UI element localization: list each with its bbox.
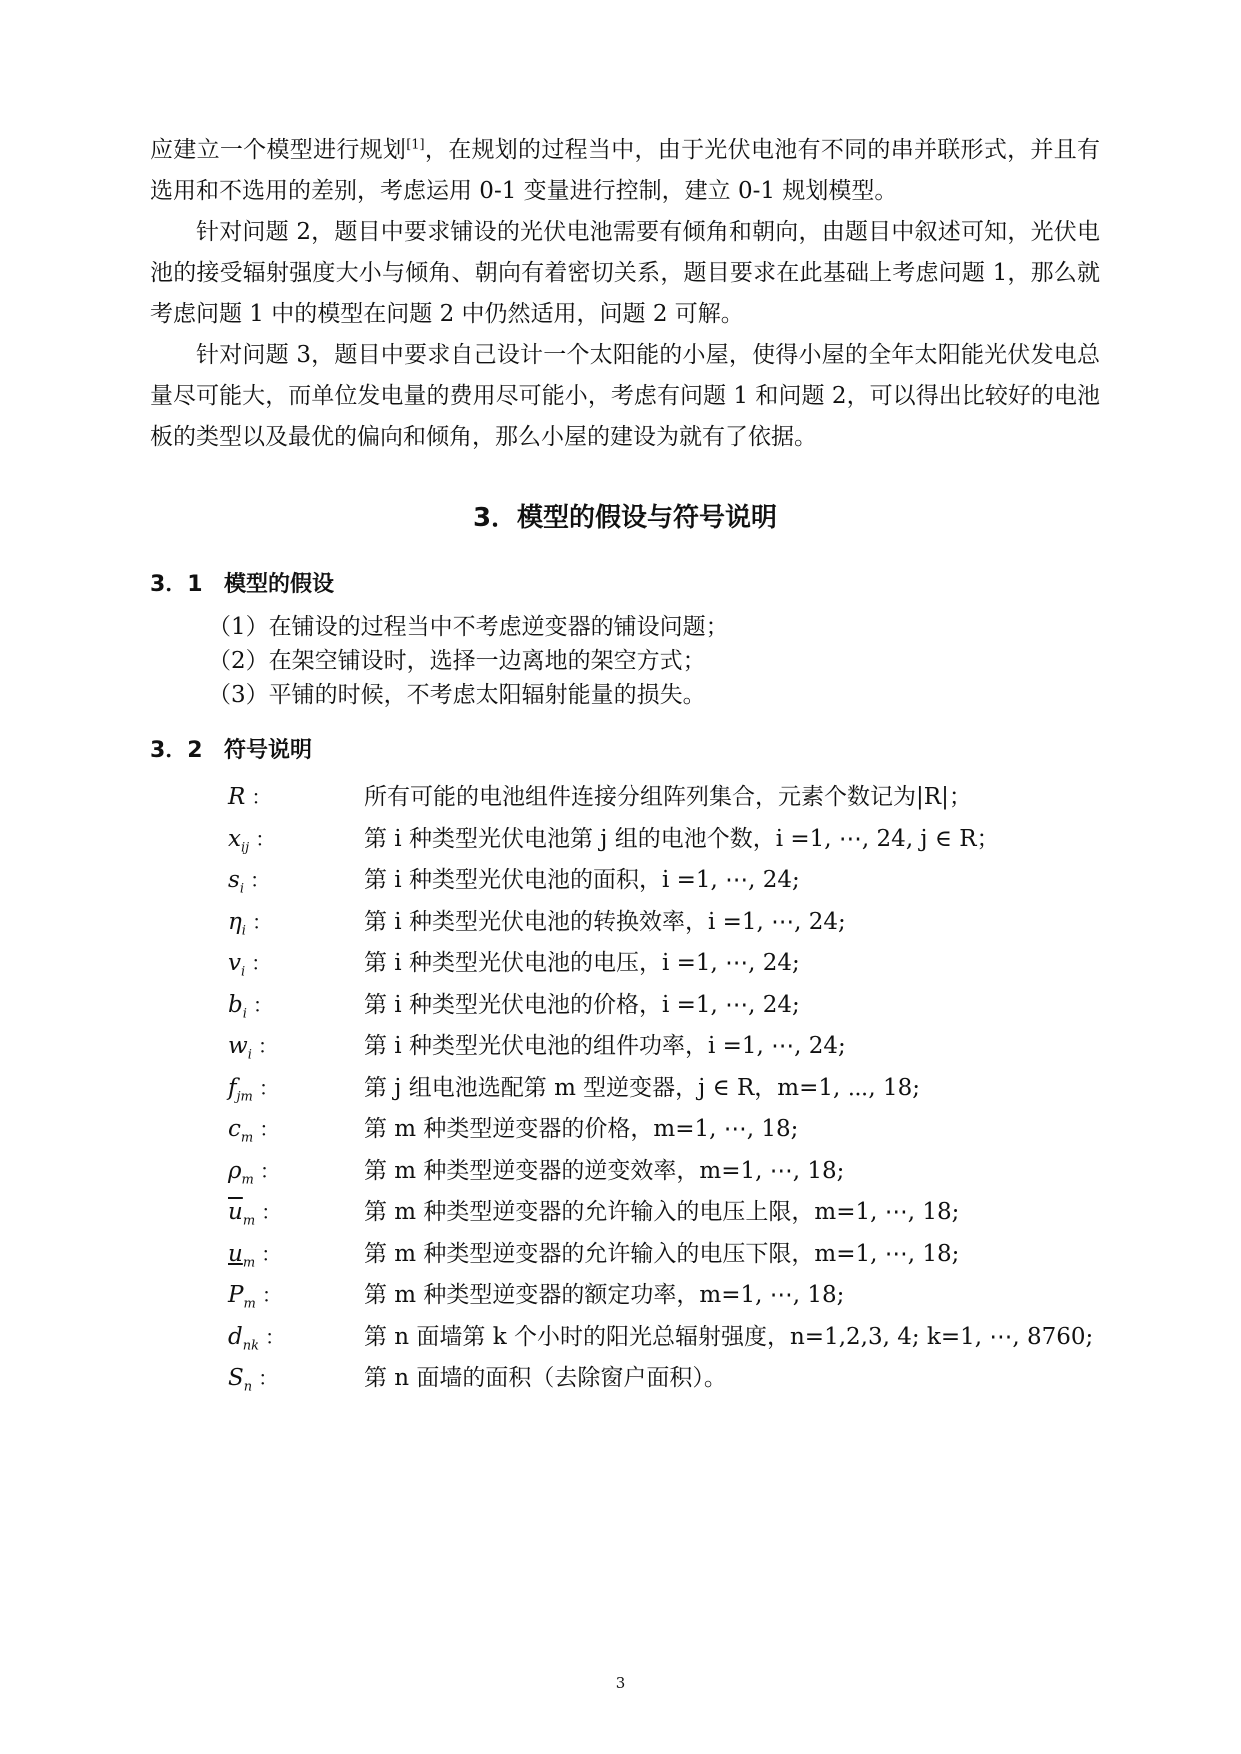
symbol-term: $s_i$ ：	[228, 867, 270, 897]
symbol-description: 第 j 组电池选配第 m 型逆变器，j ∈ R，m=1, ⋯, 18;	[364, 1074, 920, 1101]
symbol-subscript: ij	[240, 840, 250, 856]
symbol-term: $w_i$ ：	[228, 1033, 278, 1063]
symbol-term: $\eta_i$ ：	[228, 908, 272, 939]
symbol-row	[228, 778, 1100, 820]
section-title: 3．模型的假设与符号说明	[472, 503, 778, 533]
symbol-row	[228, 1276, 1100, 1318]
symbol-term: $u_m$ ：	[228, 1240, 282, 1271]
symbol-term: $x_{ij}$ ：	[228, 825, 276, 856]
symbol-description: 第 m 种类型逆变器的逆变效率，m=1, ⋯, 18;	[364, 1157, 845, 1184]
symbol-term: $\overline{u}_m$ ：	[228, 1199, 282, 1229]
symbol-row	[228, 820, 1100, 862]
symbol-base: x	[228, 825, 241, 852]
symbol-subscript: m	[240, 1130, 254, 1146]
subsection-number: 3．2	[150, 738, 203, 763]
symbol-subscript: jm	[236, 1089, 253, 1105]
symbol-term: $P_m$ ：	[228, 1282, 282, 1312]
symbol-description: 第 m 种类型逆变器的额定功率，m=1, ⋯, 18;	[364, 1282, 845, 1308]
symbol-base: S	[228, 1365, 244, 1391]
assumption-item: （1）在铺设的过程当中不考虑逆变器的铺设问题；	[208, 614, 729, 640]
symbol-row	[228, 944, 1100, 986]
assumption-item: （2）在架空铺设时，选择一边离地的架空方式；	[208, 648, 706, 674]
symbol-subscript: i	[242, 1006, 247, 1022]
symbol-subscript: i	[241, 964, 246, 980]
subsection-title-symbols	[150, 734, 1100, 768]
symbol-description: 第 i 种类型光伏电池第 j 组的电池个数，i =1, ⋯, 24, j ∈ R；	[364, 825, 1000, 852]
symbol-description: 第 i 种类型光伏电池的价格，i =1, ⋯, 24;	[364, 991, 800, 1018]
symbol-base: η	[228, 908, 242, 935]
symbol-table	[228, 778, 1100, 1401]
symbol-description: 第 i 种类型光伏电池的面积，i =1, ⋯, 24;	[364, 867, 800, 893]
symbol-row	[228, 1027, 1100, 1069]
symbol-term: $v_i$ ：	[228, 950, 272, 980]
symbol-row	[228, 1235, 1100, 1277]
symbol-description: 第 m 种类型逆变器的允许输入的电压上限，m=1, ⋯, 18;	[364, 1199, 960, 1225]
symbol-subscript: i	[239, 881, 244, 897]
subsection-label: 模型的假设	[224, 572, 335, 597]
paragraph-model-intro	[150, 130, 1100, 212]
assumption-item: （3）平铺的时候，不考虑太阳辐射能量的损失。	[208, 682, 706, 708]
paragraph-problem-3: 针对问题 3，题目中要求自己设计一个太阳能的小屋，使得小屋的全年太阳能光伏发电总量尽可能大，而单位发电量的费用尽可能小，考虑有问题 1 和问题 2，可以得出比较好的电池板的类型以及最优的偏向和倾角，那么小屋的建设为就有了依据。	[150, 342, 1100, 450]
symbol-subscript: m	[242, 1255, 256, 1271]
symbol-description: 第 m 种类型逆变器的允许输入的电压下限，m=1, ⋯, 18;	[364, 1240, 960, 1267]
symbol-subscript: m	[242, 1213, 256, 1229]
symbol-row	[228, 1193, 1100, 1235]
symbol-term: $b_i$ ：	[228, 991, 273, 1022]
symbol-row	[228, 861, 1100, 903]
symbol-subscript: n	[243, 1379, 253, 1395]
symbol-base: f	[228, 1074, 237, 1101]
citation-ref: [1]	[406, 137, 425, 153]
symbol-base: b	[228, 991, 243, 1018]
symbol-base: $\overline{u}$	[228, 1199, 243, 1225]
symbol-base: P	[228, 1282, 244, 1308]
assumption-list	[208, 610, 1100, 712]
paragraph-problem-2: 针对问题 2，题目中要求铺设的光伏电池需要有倾角和朝向，由题目中叙述可知，光伏电池的接受辐射强度大小与倾角、朝向有着密切关系，题目要求在此基础上考虑问题 1，那么就考虑问题 1 中的模型在问题 2 中仍然适用，问题 2 可解。	[150, 219, 1100, 327]
symbol-subscript: i	[241, 923, 246, 939]
symbol-base: c	[228, 1116, 241, 1142]
symbol-description: 第 n 面墙的面积（去除窗户面积）。	[364, 1365, 727, 1391]
symbol-base: s	[228, 867, 240, 893]
symbol-base: d	[228, 1323, 243, 1350]
page-number: 3	[615, 1674, 626, 1692]
symbol-subscript: m	[243, 1296, 256, 1312]
symbol-row	[228, 1359, 1100, 1401]
symbol-row	[228, 986, 1100, 1028]
symbol-subscript: nk	[242, 1338, 259, 1354]
symbol-row	[228, 1152, 1100, 1194]
symbol-description: 第 i 种类型光伏电池的电压，i =1, ⋯, 24;	[364, 950, 800, 976]
symbol-subscript: m	[241, 1172, 254, 1188]
symbol-base: w	[228, 1033, 248, 1059]
symbol-row	[228, 1110, 1100, 1152]
symbol-description: 所有可能的电池组件连接分组阵列集合，元素个数记为|R|；	[364, 784, 972, 810]
symbol-row	[228, 1318, 1100, 1360]
symbol-term: $c_m$ ：	[228, 1116, 280, 1146]
symbol-row	[228, 1069, 1100, 1111]
symbol-term: $d_{nk}$ ：	[228, 1323, 285, 1354]
symbol-base: R	[228, 784, 246, 810]
symbol-term: $\rho_m$ ：	[228, 1157, 280, 1188]
symbol-description: 第 i 种类型光伏电池的转换效率，i =1, ⋯, 24;	[364, 908, 846, 935]
symbol-term: $S_n$ ：	[228, 1365, 279, 1395]
symbol-base: ρ	[228, 1157, 242, 1184]
symbol-description: 第 i 种类型光伏电池的组件功率，i =1, ⋯, 24;	[364, 1033, 846, 1059]
document-body	[150, 130, 1100, 1401]
symbol-base: v	[228, 950, 241, 976]
symbol-subscript: i	[247, 1047, 252, 1063]
paragraph-text: ，在规划的过程当中，由于光伏电池有不同的串并联形式，并且有选用和不选用的差别，考虑运用 0-1 变量进行控制，建立 0-1 规划模型。	[150, 137, 1101, 204]
symbol-term: $f_{jm}$ ：	[228, 1074, 279, 1105]
symbol-term: R ：	[228, 784, 272, 810]
subsection-label: 符号说明	[224, 738, 313, 763]
subsection-title-assumptions	[150, 568, 1100, 602]
symbol-base: u	[228, 1240, 243, 1267]
symbol-description: 第 m 种类型逆变器的价格，m=1, ⋯, 18;	[364, 1116, 799, 1142]
subsection-number: 3．1	[150, 572, 203, 597]
symbol-description: 第 n 面墙第 k 个小时的阳光总辐射强度，n=1,2,3, 4; k=1, ⋯, 8760;	[364, 1323, 1094, 1350]
symbol-row	[228, 903, 1100, 945]
paragraph-text: 应建立一个模型进行规划	[150, 137, 407, 163]
